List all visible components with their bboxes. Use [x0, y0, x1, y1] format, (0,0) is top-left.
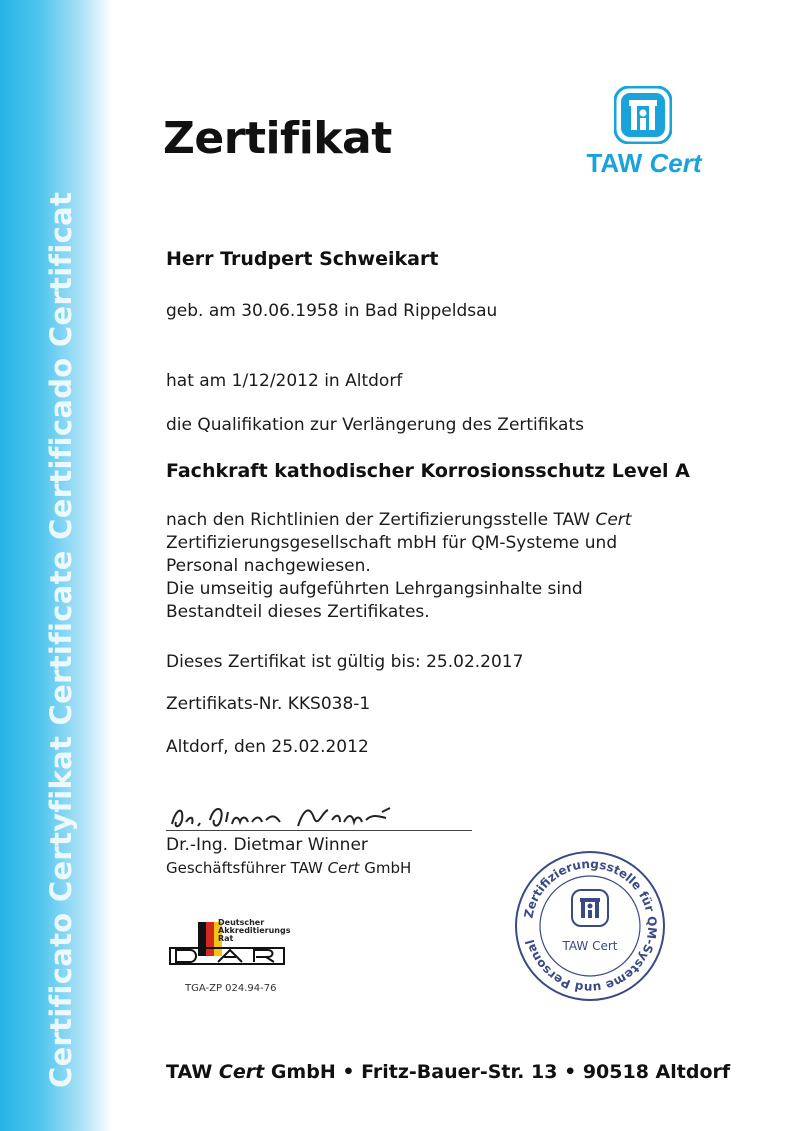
- body-line-2: Zertifizierungsgesellschaft mbH für QM-Systeme und: [166, 533, 618, 553]
- validity-line: Dieses Zertifikat ist gültig bis: 25.02.2017: [166, 652, 524, 672]
- dar-label: [218, 919, 291, 943]
- side-band-text: Certificato Certyfikat Certificate Certificado Certificat: [44, 191, 78, 1088]
- holder-name: Herr Trudpert Schweikart: [166, 248, 439, 270]
- stamp-center-text: TAW Cert: [562, 939, 618, 953]
- dar-label-line1: Deutscher: [218, 918, 265, 927]
- signer-name: Dr.-Ing. Dietmar Winner: [166, 835, 368, 855]
- official-stamp: [510, 846, 670, 1006]
- accreditation-number: TGA-ZP 024.94-76: [185, 983, 277, 994]
- dar-label-line2: Akkreditierungs: [218, 926, 291, 935]
- signature-line: [166, 830, 472, 831]
- stamp-ring-text: Zertifizierungsstelle für QM-Systeme und Personal: [521, 856, 660, 996]
- birth-line: geb. am 30.06.1958 in Bad Rippeldsau: [166, 301, 498, 321]
- dar-label-line3: Rat: [218, 934, 234, 943]
- qualification-intro: die Qualifikation zur Verlängerung des Zertifikats: [166, 415, 584, 435]
- certificate-number: Zertifikats-Nr. KKS038-1: [166, 694, 371, 714]
- qualification-title: Fachkraft kathodischer Korrosionsschutz Level A: [166, 460, 690, 482]
- place-date: Altdorf, den 25.02.2012: [166, 737, 369, 757]
- taw-cert-logo: [574, 86, 714, 186]
- logo-wordmark: TAW Cert: [586, 148, 702, 178]
- body-line-1: nach den Richtlinien der Zertifizierungsstelle TAW Cert: [166, 510, 632, 530]
- handwritten-signature: [168, 798, 398, 832]
- body-line-3: Personal nachgewiesen.: [166, 556, 371, 576]
- body-line-5: Bestandteil dieses Zertifikates.: [166, 602, 430, 622]
- signer-role: Geschäftsführer TAW Cert GmbH: [166, 859, 412, 877]
- footer-address: TAW Cert GmbH • Fritz-Bauer-Str. 13 • 90518 Altdorf: [166, 1061, 731, 1083]
- taw-logo-icon: [614, 86, 672, 144]
- side-band: [0, 0, 112, 1131]
- certificate-title: Zertifikat: [163, 113, 392, 164]
- body-paragraph: [166, 509, 631, 624]
- body-line-4: Die umseitig aufgeführten Lehrgangsinhalte sind: [166, 579, 583, 599]
- exam-date-location: hat am 1/12/2012 in Altdorf: [166, 371, 403, 391]
